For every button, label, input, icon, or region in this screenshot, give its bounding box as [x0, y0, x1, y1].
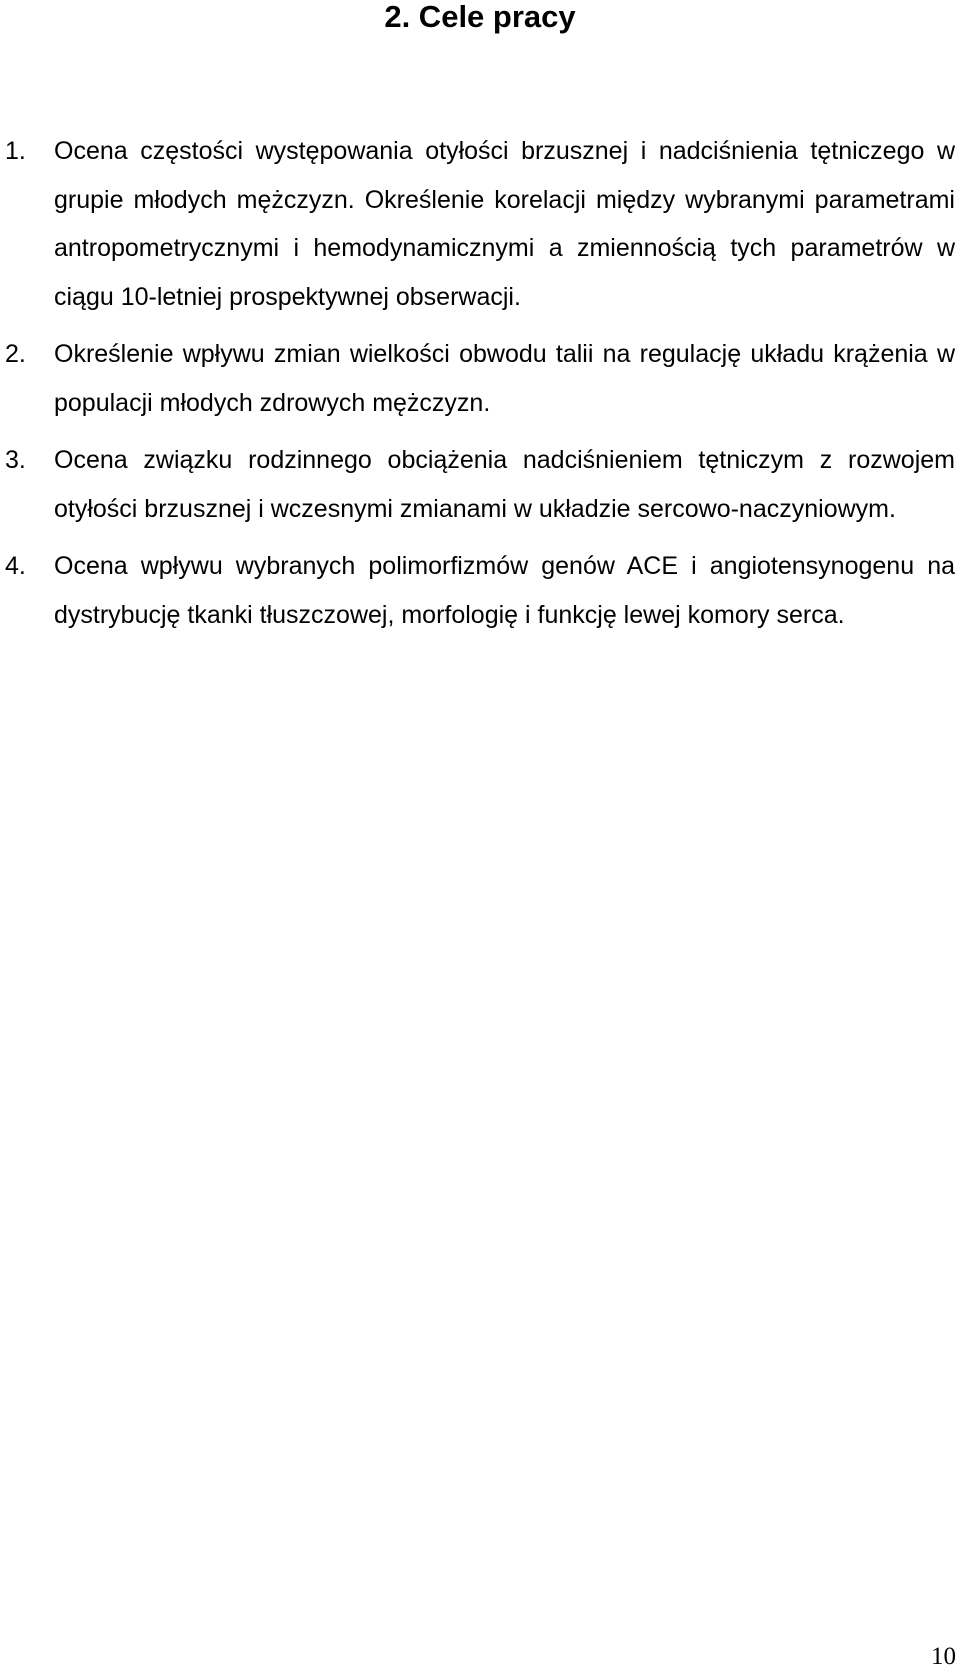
- list-item: [0, 330, 960, 427]
- list-item-number: 3.: [5, 446, 26, 474]
- list-item-text: Ocena wpływu wybranych polimorfizmów genów ACE i angiotensynogenu na dystrybucję tkanki tłuszczowej, morfologię i funkcję lewej komory serca.: [54, 552, 955, 629]
- list-item-number: 4.: [5, 552, 26, 580]
- section-heading: 2. Cele pracy: [384, 0, 576, 34]
- list-item: [0, 127, 960, 321]
- list-item: [0, 542, 960, 639]
- goals-list: [0, 127, 960, 648]
- list-item: [0, 436, 960, 533]
- page-number: 10: [931, 1643, 956, 1670]
- list-item-text: Ocena związku rodzinnego obciążenia nadciśnieniem tętniczym z rozwojem otyłości brzusznej i wczesnymi zmianami w układzie sercowo-naczyniowym.: [54, 446, 955, 523]
- list-item-text: Ocena częstości występowania otyłości brzusznej i nadciśnienia tętniczego w grupie młodych mężczyzn. Określenie korelacji między wybranymi parametrami antropometrycznymi i hemodynamicznymi a zmiennością tych parametrów w ciągu 10-letniej prospektywnej obserwacji.: [54, 137, 955, 311]
- list-item-text: Określenie wpływu zmian wielkości obwodu talii na regulację układu krążenia w populacji młodych zdrowych mężczyzn.: [54, 340, 955, 417]
- list-item-number: 1.: [5, 137, 26, 165]
- list-item-number: 2.: [5, 340, 26, 368]
